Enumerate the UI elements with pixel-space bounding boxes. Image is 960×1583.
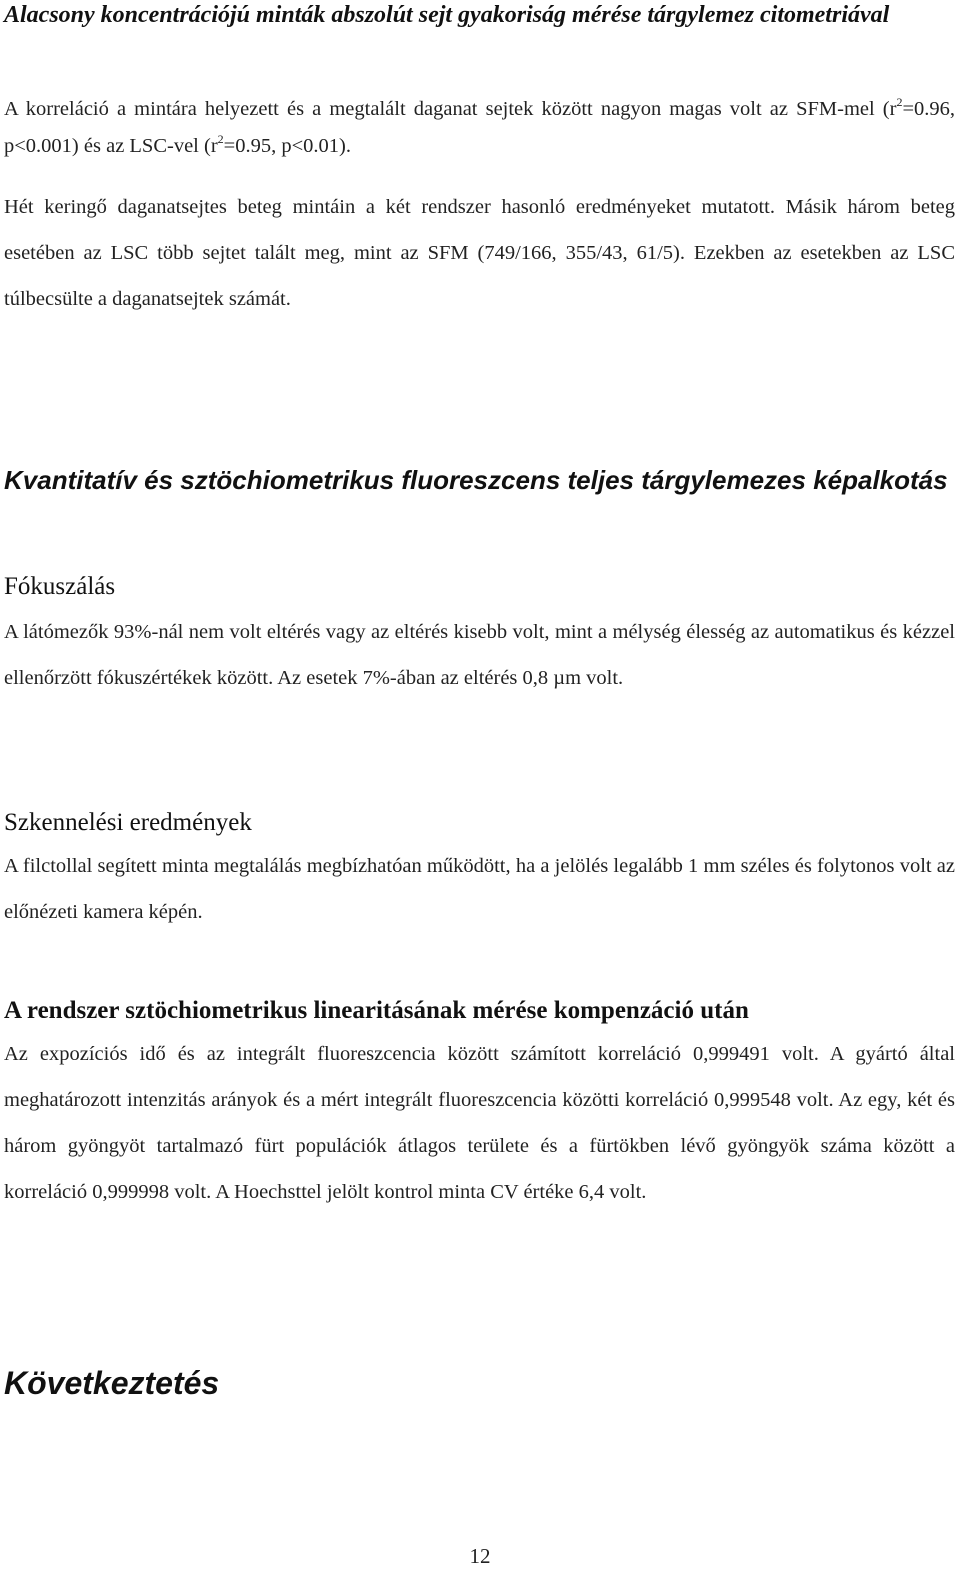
section-heading-low-concentration: Alacsony koncentrációjú minták abszolút sejt gyakoriság mérése tárgylemez citometriával bbox=[4, 2, 890, 28]
subheading-focusing: Fókuszálás bbox=[4, 573, 116, 600]
focusing-paragraph: A látómezők 93%-nál nem volt eltérés vagy az eltérés kisebb volt, mint a mélység élesség az automatikus és kézzel ellenőrzött fókuszértékek között. Az esetek 7%-ában az eltérés 0,8 µm volt. bbox=[4, 621, 955, 689]
superscript-2: 2 bbox=[896, 95, 903, 109]
correlation-paragraph bbox=[4, 91, 955, 165]
section-heading-quantitative-imaging: Kvantitatív és sztöchiometrikus fluoreszcens teljes tárgylemezes képalkotás bbox=[4, 465, 948, 495]
correlation-text-3: =0.95, p<0.01). bbox=[223, 135, 351, 157]
section-heading-conclusion: Következtetés bbox=[4, 1365, 220, 1401]
linearity-paragraph: Az expozíciós idő és az integrált fluoreszcencia között számított korreláció 0,999491 volt. A gyártó által meghatározott intenzitás arányok és a mért integrált fluoreszcencia közötti korreláció 0,999548 volt. Az egy, két és három gyöngyöt tartalmazó fürt populációk átlagos területe és a fürtökben lévő gyöngyök száma között a korreláció 0,999998 volt. A Hoechsttel jelölt kontrol minta CV értéke 6,4 volt. bbox=[4, 1043, 955, 1203]
superscript-2: 2 bbox=[217, 132, 224, 146]
correlation-text-1: A korreláció a mintára helyezett és a megtalált daganat sejtek között nagyon magas volt az SFM-mel (r bbox=[4, 98, 897, 120]
subheading-scanning-results: Szkennelési eredmények bbox=[4, 809, 252, 836]
scanning-paragraph: A filctollal segített minta megtalálás megbízhatóan működött, ha a jelölés legalább 1 mm széles és folytonos volt az előnézeti kamera képén. bbox=[4, 855, 955, 923]
patients-paragraph: Hét keringő daganatsejtes beteg mintáin a két rendszer hasonló eredményeket mutatott. Másik három beteg esetében az LSC több sejtet talált meg, mint az SFM (749/166, 355/43, 61/5). Ezekben az esetekben az LSC túlbecsülte a daganatsejtek számát. bbox=[4, 196, 955, 310]
subheading-stoichiometric-linearity: A rendszer sztöchiometrikus linearitásának mérése kompenzáció után bbox=[4, 997, 749, 1024]
correlation-text-2: =0.96, p<0.001) és az LSC-vel (r bbox=[4, 98, 955, 157]
page-number: 12 bbox=[469, 1544, 491, 1568]
